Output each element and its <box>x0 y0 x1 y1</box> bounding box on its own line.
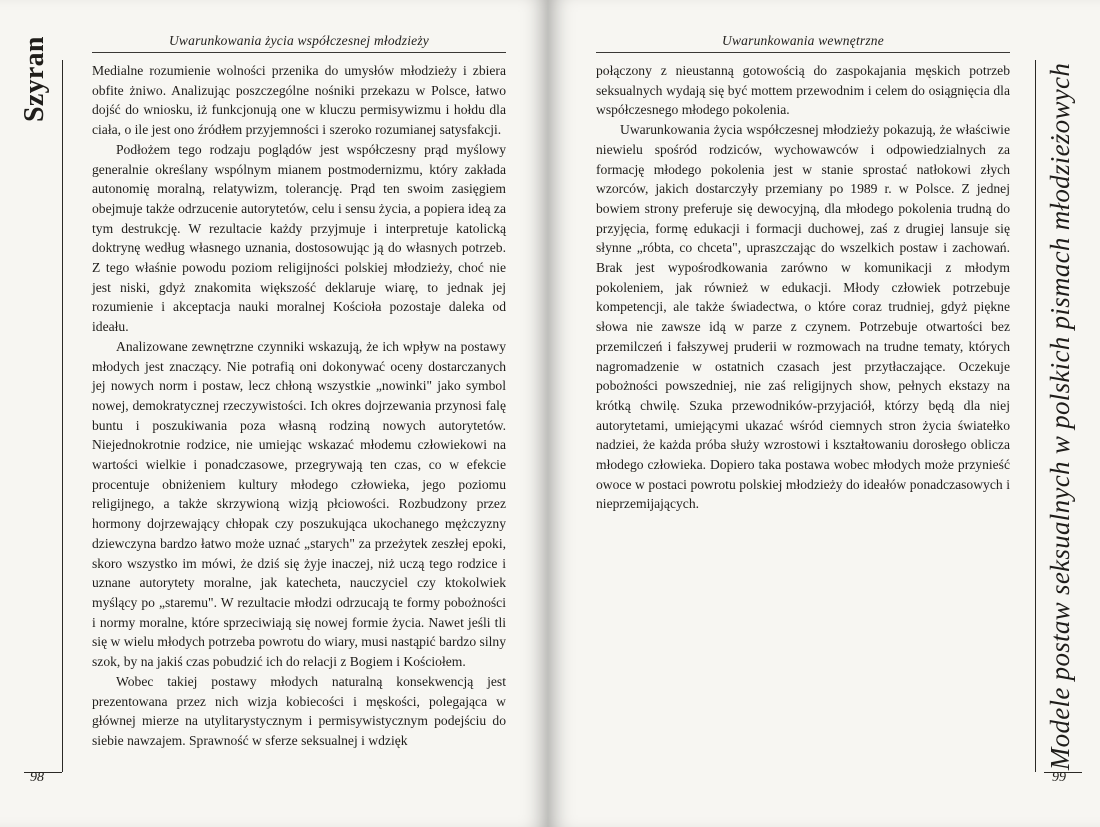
side-rule <box>1035 60 1036 772</box>
header-rule <box>92 52 506 53</box>
body-text <box>92 61 506 751</box>
right-page <box>548 0 1100 827</box>
side-label-container <box>1042 60 1080 772</box>
left-page <box>0 0 548 827</box>
body-text <box>596 61 1010 514</box>
paragraph: Medialne rozumienie wolności przenika do umysłów młodzieży i zbiera obfite żniwo. Analizując poszczególne nośniki przekazu w Polsce, łatwo dojść do wniosku, iż funkcjonują one w kluczu permisywizmu i hołdu dla ciała, o ile jest ono źródłem przyjemności i szeroko rozumianej satysfakcji. <box>92 63 506 138</box>
paragraph: Wobec takiej postawy młodych naturalną konsekwencją jest prezentowana przez nich wizja kobiecości i męskości, polegająca w głównej mierze na utylitarystycznym i permisywistycznym podejściu do siebie nawzajem. Sprawność w sferze seksualnej i wdzięk <box>92 673 506 748</box>
paragraph: Analizowane zewnętrzne czynniki wskazują, że ich wpływ na postawy młodych jest znaczący. Nie potrafią oni dokonywać oceny dostarczanych jej nowych norm i postaw, lecz chłoną wszystkie „nowinki" jako symbol nowej, demokratycznej rzeczywistości. Ich okres dojrzewania przynosi falę buntu i poszukiwania poza własną rodziną nowych autorytetów. Niejednokrotnie rodzice, nie umiejąc wskazać młodemu człowiekowi na wartości wielkie i ponadczasowe, przegrywają ten czas, co w efekcie procentuje obniżeniem kultury młodego człowieka, jego poziomu religijnego, a także skrzywioną wizją płciowości. Rozbudzony przez hormony dojrzewający chłopak czy poszukująca ukochanego mężczyzny dziewczyna bardzo łatwo może uznać „starych" za przeżytek zeszłej epoki, skoro wszystko im mówi, że dziś się żyje inaczej, niż uczą tego rodzice i uznane autorytety moralne, jak katecheta, nauczyciel czy ktokolwiek myślący po „staremu". W rezultacie młodzi odrzucają te formy pobożności i normy moralne, które sprzeciwiają się nowej formie życia. Nawet jeśli tli się w wielu młodych potrzeba powrotu do wiary, musi nastąpić bardzo silny szok, by na jakiś czas pobudzić ich do relacji z Bogiem i Kościołem. <box>92 338 506 670</box>
running-head: Uwarunkowania życia współczesnej młodzieży <box>168 33 429 48</box>
page-number: 99 <box>1052 770 1066 785</box>
paragraph: Uwarunkowania życia współczesnej młodzieży pokazują, że właściwie niewielu spośród rodziców, wychowawców i odpowiedzialnych za formację młodego pokolenia jest w stanie sprostać natłokowi złych wzorców, jakich dostarczyły przemiany po 1989 r. w Polsce. Z jednej bowiem strony preferuje się dewocyjną, dla młodego pokolenia trudną do przyjęcia, formę edukacji i formacji duchowej, zaś z drugiej lansuje się słynne „róbta, co chceta", upraszczając do wszelkich postaw i zachowań. Brak jest wypośrodkowania zarówno w komunikacji z młodym pokoleniem, jak również w edukacji. Młody człowiek potrzebuje kompetencji, ale także świadectwa, o które coraz trudniej, gdyż piękne słowa nie zawsze idą w parze z czynem. Potrzebuje otwartości bez przemilczeń i fałszywej pruderii w rozmowach na trudne tematy, których nagromadzenie w ostatnich czasach jest przytłaczające. Oczekuje pobożności powszedniej, nie zaś religijnych show, pełnych ekstazy na krótką chwilę. Szuka przewodników-przyjaciół, którzy będą dla niej autorytetami, umiejącymi ukazać wśród ciemnych stron życia światełko nadziei, że każda próba służy wzrostowi i kształtowaniu dorosłego oblicza młodego człowieka. Dopiero taka postawa wobec młodych może przynieść owoce w postaci powrotu polskiej młodzieży do ideałów ponadczasowych i nieprzemijających. <box>596 122 1010 512</box>
header-rule <box>596 52 1010 53</box>
side-label: Szyran <box>19 36 50 122</box>
paragraph: Podłożem tego rodzaju poglądów jest współczesny prąd myślowy generalnie określany wspólnym mianem postmodernizmu, który zakłada autonomię moralną, relatywizm, tolerancję. Prąd ten swoim zasięgiem obejmuje także odrzucenie autorytetów, celu i sensu życia, a popiera ideą za tym destrukcję. W rezultacie każdy przyjmuje i interpretuje katolicką doktrynę według własnego uznania, dostosowując ją do własnych potrzeb. Z tego właśnie powodu poziom religijności polskiej młodzieży, choć nie jest niski, gdyż znakomita większość deklaruje wiarę, to jednak jej rozumienie i akceptacja nauki moralnej Kościoła pozostaje daleka od ideału. <box>92 141 506 335</box>
page-number: 98 <box>30 770 44 785</box>
side-rule <box>62 60 63 772</box>
running-head: Uwarunkowania wewnętrzne <box>722 33 884 48</box>
side-label: Modele postaw seksualnych w polskich pismach młodzieżowych <box>1045 62 1076 770</box>
paragraph: połączony z nieustanną gotowością do zaspokajania męskich potrzeb seksualnych wydają się być mottem przewodnim i celem do osiągnięcia dla współczesnego młodego pokolenia. <box>596 63 1010 118</box>
